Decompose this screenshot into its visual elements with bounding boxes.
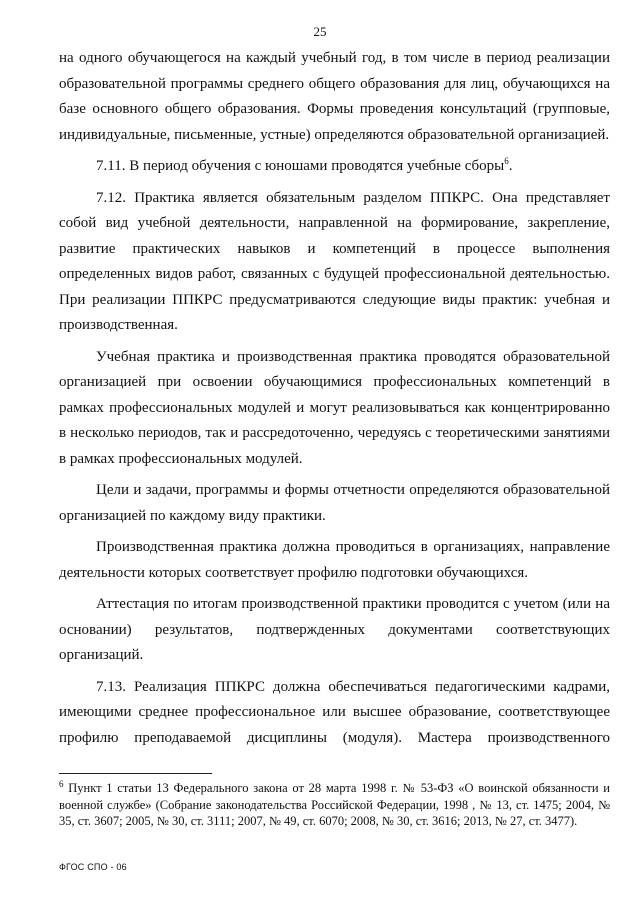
paragraph-7-11-end: . bbox=[508, 158, 513, 174]
paragraph-7-13: 7.13. Реализация ППКРС должна обеспечиваться педагогическими кадрами, имеющими среднее профессиональное или высшее образование, соответствующее профилю преподаваемой дисциплины (модуля). Мастера производственного bbox=[59, 678, 610, 746]
paragraph-7-11-text: 7.11. В период обучения с юношами проводятся учебные сборы bbox=[96, 158, 505, 174]
footnote-mark: 6 bbox=[59, 778, 64, 789]
paragraph-7-12: 7.12. Практика является обязательным разделом ППКРС. Она представляет собой вид учебной деятельности, направленной на формирование, закрепление, развитие практических навыков и компетенций в процессе выполнения определенных видов работ, связанных с будущей профессиональной деятельностью. При реализации ППКРС предусматриваются следующие виды практик: учебная и производственная. bbox=[59, 189, 610, 333]
footnote-text: Пункт 1 статьи 13 Федерального закона от 28 марта 1998 г. № 53-ФЗ «О воинской обязанности и военной службе» (Собрание законодательства Российской Федерации, 1998 , № 13, ст. 1475; 2004, № 35, ст. 3607; 2005, № 30, ст. 3111; 2007, № 49, ст. 6070; 2008, № 30, ст. 3616; 2013, № 27, ст. 3477). bbox=[59, 781, 610, 828]
paragraph-production-practice: Производственная практика должна проводиться в организациях, направление деятельности которых соответствует профилю подготовки обучающихся. bbox=[59, 539, 610, 581]
paragraph-continuation: на одного обучающегося на каждый учебный год, в том числе в период реализации образовательной программы среднего общего образования для лиц, обучающихся на базе основного общего образования. Формы проведения консультаций (групповые, индивидуальные, письменные, устные) определяются образовательной организацией. bbox=[59, 50, 610, 143]
footnote-separator bbox=[59, 773, 212, 774]
page-number: 25 bbox=[313, 24, 327, 39]
paragraph-practice-conduct: Учебная практика и производственная практика проводятся образовательной организацией при освоении обучающимися профессиональных компетенций в рамках профессиональных модулей и могут реализовываться как концентрированно в несколько периодов, так и рассредоточенно, чередуясь с теоретическими занятиями в рамках профессиональных модулей. bbox=[59, 348, 610, 467]
footnote bbox=[59, 780, 610, 830]
paragraph-7-11 bbox=[59, 154, 610, 180]
paragraph-practice-goals: Цели и задачи, программы и формы отчетности определяются образовательной организацией по каждому виду практики. bbox=[59, 482, 610, 524]
paragraph-attestation: Аттестация по итогам производственной практики проводится с учетом (или на основании) результатов, подтвержденных документами соответствующих организаций. bbox=[59, 596, 610, 663]
document-code: ФГОС СПО - 06 bbox=[59, 862, 127, 872]
footnote-reference: 6 bbox=[504, 156, 509, 166]
body-text bbox=[59, 46, 610, 757]
